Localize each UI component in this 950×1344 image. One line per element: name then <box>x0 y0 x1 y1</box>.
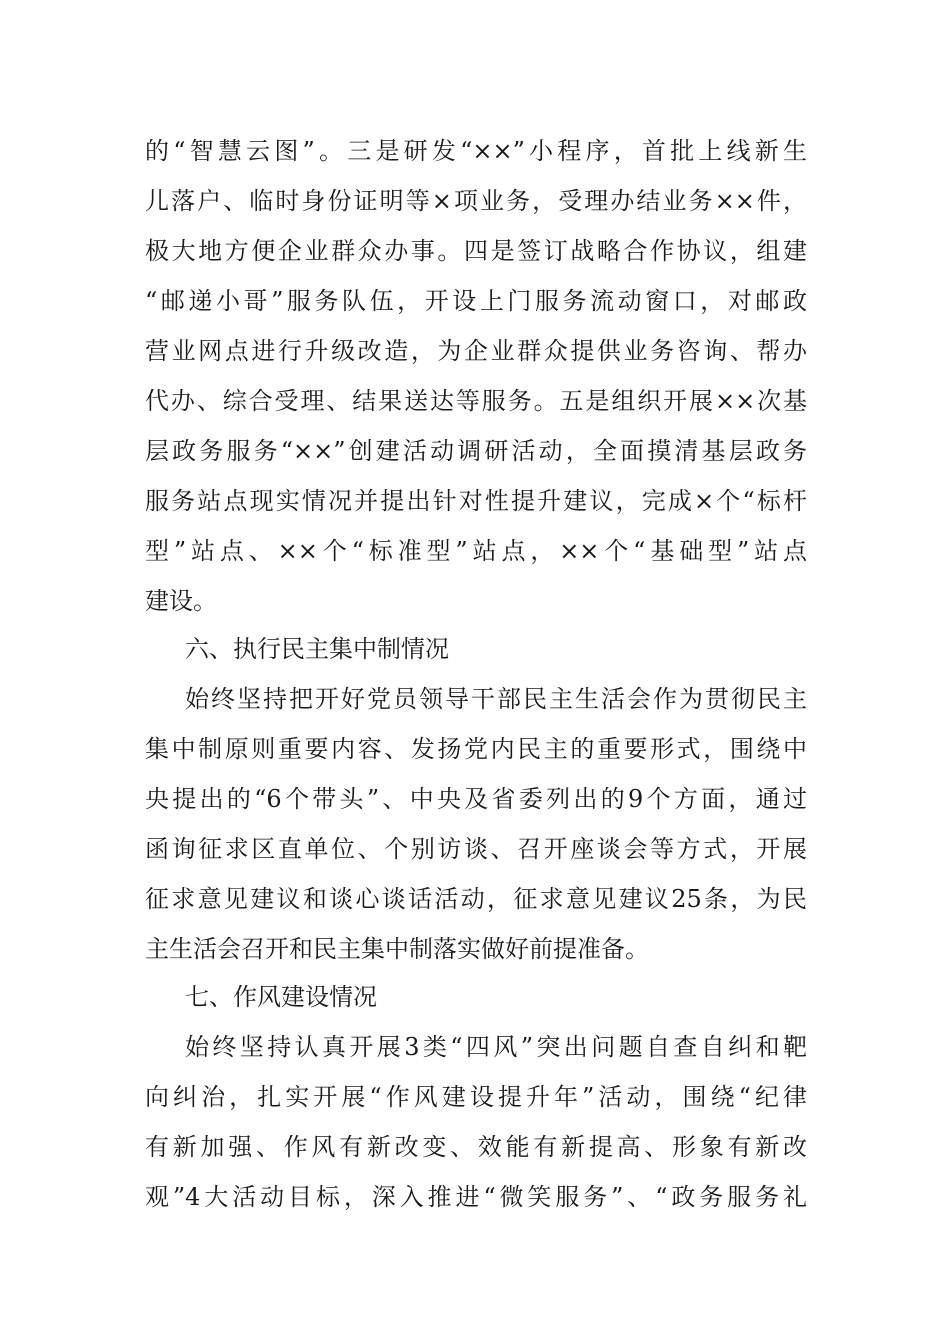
body-text-line: 始终坚持认真开展3类“四风”突出问题自查自纠和靶 <box>185 1033 807 1061</box>
body-text-line: 层政务服务“××”创建活动调研活动，全面摸清基层政务 <box>145 437 807 465</box>
body-text-line: 始终坚持把开好党员领导干部民主生活会作为贯彻民主 <box>185 685 807 713</box>
body-text-line: 有新加强、作风有新改变、效能有新提高、形象有新改 <box>145 1133 807 1161</box>
body-text-line: 函询征求区直单位、个别访谈、召开座谈会等方式，开展 <box>145 835 807 863</box>
body-text-line: 向纠治，扎实开展“作风建设提升年”活动，围绕“纪律 <box>145 1083 807 1111</box>
body-text-line: 央提出的“6个带头”、中央及省委列出的9个方面，通过 <box>145 785 807 813</box>
body-text-line: 代办、综合受理、结果送达等服务。五是组织开展××次基 <box>145 387 807 415</box>
body-text-line: 服务站点现实情况并提出针对性提升建议，完成×个“标杆 <box>145 487 807 515</box>
body-text-line: 营业网点进行升级改造，为企业群众提供业务咨询、帮办 <box>145 337 807 365</box>
body-text-line: 型”站点、××个“标准型”站点，××个“基础型”站点 <box>145 537 807 565</box>
body-text-line: “邮递小哥”服务队伍，开设上门服务流动窗口，对邮政 <box>145 287 807 315</box>
body-text-line: 儿落户、临时身份证明等×项业务，受理办结业务××件， <box>145 187 807 215</box>
section-heading: 七、作风建设情况 <box>185 983 377 1011</box>
body-text-line: 建设。 <box>145 587 217 615</box>
body-text-line: 征求意见建议和谈心谈话活动，征求意见建议25条，为民 <box>145 885 807 913</box>
body-text-line: 主生活会召开和民主集中制落实做好前提准备。 <box>145 935 649 963</box>
body-text-line: 的“智慧云图”。三是研发“××”小程序，首批上线新生 <box>145 137 807 165</box>
body-text-line: 极大地方便企业群众办事。四是签订战略合作协议，组建 <box>145 237 807 265</box>
section-heading: 六、执行民主集中制情况 <box>185 635 449 663</box>
body-text-line: 集中制原则重要内容、发扬党内民主的重要形式，围绕中 <box>145 735 807 763</box>
body-text-line: 观”4大活动目标，深入推进“微笑服务”、“政务服务礼 <box>145 1183 807 1211</box>
